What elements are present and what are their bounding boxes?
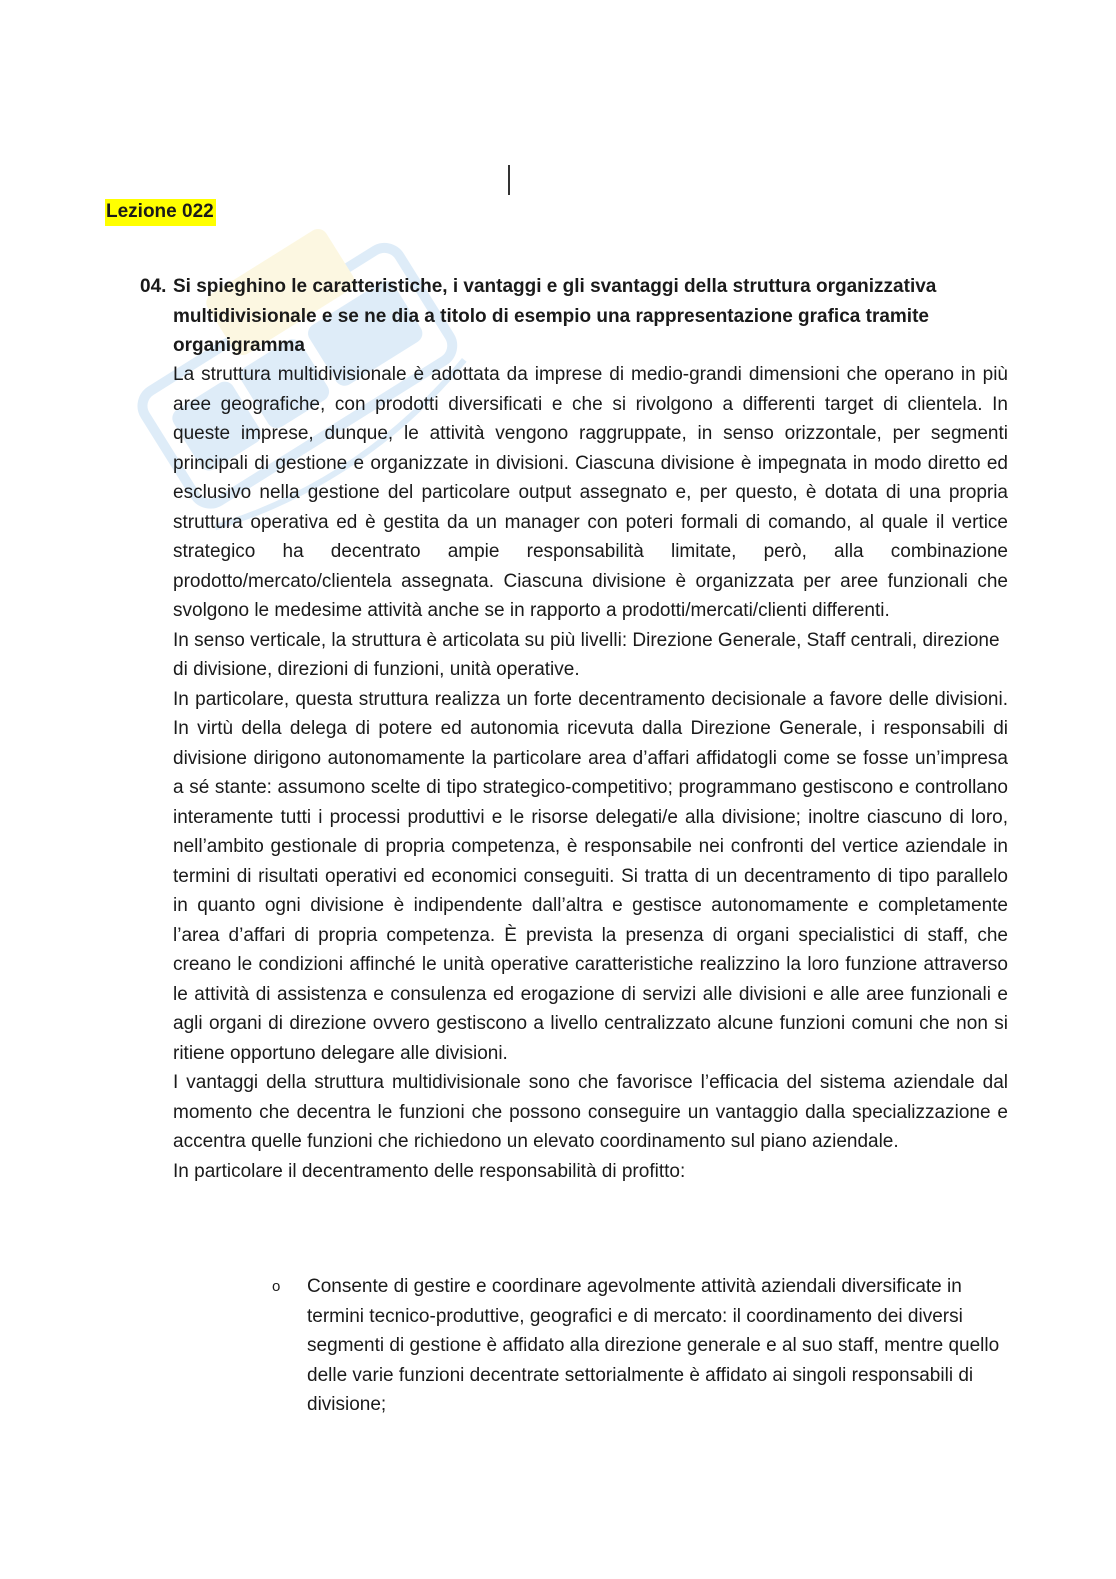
lesson-title: Lezione 022	[105, 199, 216, 226]
text-cursor	[508, 165, 510, 195]
bullet-text: Consente di gestire e coordinare agevolmente attività aziendali diversificate in termini tecnico-produttive, geografici e di mercato: il coordinamento dei diversi segmenti di gestione è affidato alla direzione generale e al suo staff, mentre quello delle varie funzioni decentrate settorialmente è affidato ai singoli responsabili di divisione;	[307, 1276, 1000, 1415]
bullet-list	[272, 1272, 1002, 1420]
list-item	[272, 1272, 1002, 1420]
paragraph: In particolare, questa struttura realizza un forte decentramento decisionale a favore delle divisioni. In virtù della delega di potere ed autonomia ricevuta dalla Direzione Generale, i responsabili di divisione dirigono autonomamente la particolare area d’affari affidatogli come se fosse un’impresa a sé stante: assumono scelte di tipo strategico-competitivo; programmano gestiscono e controllano interamente tutti i processi produttivi e le risorse delegati/e alla divisione; inoltre ciascuno di loro, nell’ambito gestionale di propria competenza, è responsabile nei confronti del vertice aziendale in termini di risultati operativi ed economici conseguiti. Si tratta di un decentramento di tipo parallelo in quanto ogni divisione è indipendente dall’altra e gestisce autonomamente e completamente l’area d’affari di propria competenza. È prevista la presenza di organi specialistici di staff, che creano le condizioni affinché le unità operative caratteristiche realizzino la loro funzione attraverso le attività di assistenza e consulenza ed erogazione di servizi alle divisioni e alle aree funzionali e agli organi di direzione ovvero gestiscono a livello centralizzato alcune funzioni comuni che non si ritiene opportuno delegare alle divisioni.	[173, 688, 1008, 1064]
question-text: Si spieghino le caratteristiche, i vantaggi e gli svantaggi della struttura organizzativa multidivisionale e se ne dia a titolo di esempio una rappresentazione grafica tramite organigramma	[173, 276, 937, 356]
paragraph: In particolare il decentramento delle responsabilità di profitto:	[173, 1160, 686, 1182]
question-number: 04.	[140, 276, 167, 297]
paragraph: La struttura multidivisionale è adottata da imprese di medio-grandi dimensioni che operano in più aree geografiche, con prodotti diversificati e che si rivolgono a differenti target di clientela. In queste imprese, dunque, le attività vengono raggruppate, in senso orizzontale, per segmenti principali di gestione e organizzate in divisioni. Ciascuna divisione è impegnata in modo diretto ed esclusivo nella gestione del particolare output assegnato e, per questo, è dotata di una propria struttura operativa ed è gestita da un manager con poteri formali di comando, al quale il vertice strategico ha decentrato ampie responsabilità limitate, però, alla combinazione prodotto/mercato/clientela assegnata. Ciascuna divisione è organizzata per aree funzionali che svolgono le medesime attività anche se in rapporto a prodotti/mercati/clienti differenti.	[173, 364, 1008, 621]
paragraph: I vantaggi della struttura multidivisionale sono che favorisce l’efficacia del sistema aziendale dal momento che decentra le funzioni che possono conseguire un vantaggio dalla specializzazione e accentra quelle funzioni che richiedono un elevato coordinamento sul piano aziendale.	[173, 1072, 1008, 1152]
paragraph: In senso verticale, la struttura è articolata su più livelli: Direzione Generale, Staff centrali, direzione di divisione, direzioni di funzioni, unità operative.	[173, 629, 1000, 680]
circle-bullet-icon: o	[272, 1278, 281, 1295]
answer-body	[173, 360, 1008, 1186]
question-heading	[140, 272, 1020, 361]
